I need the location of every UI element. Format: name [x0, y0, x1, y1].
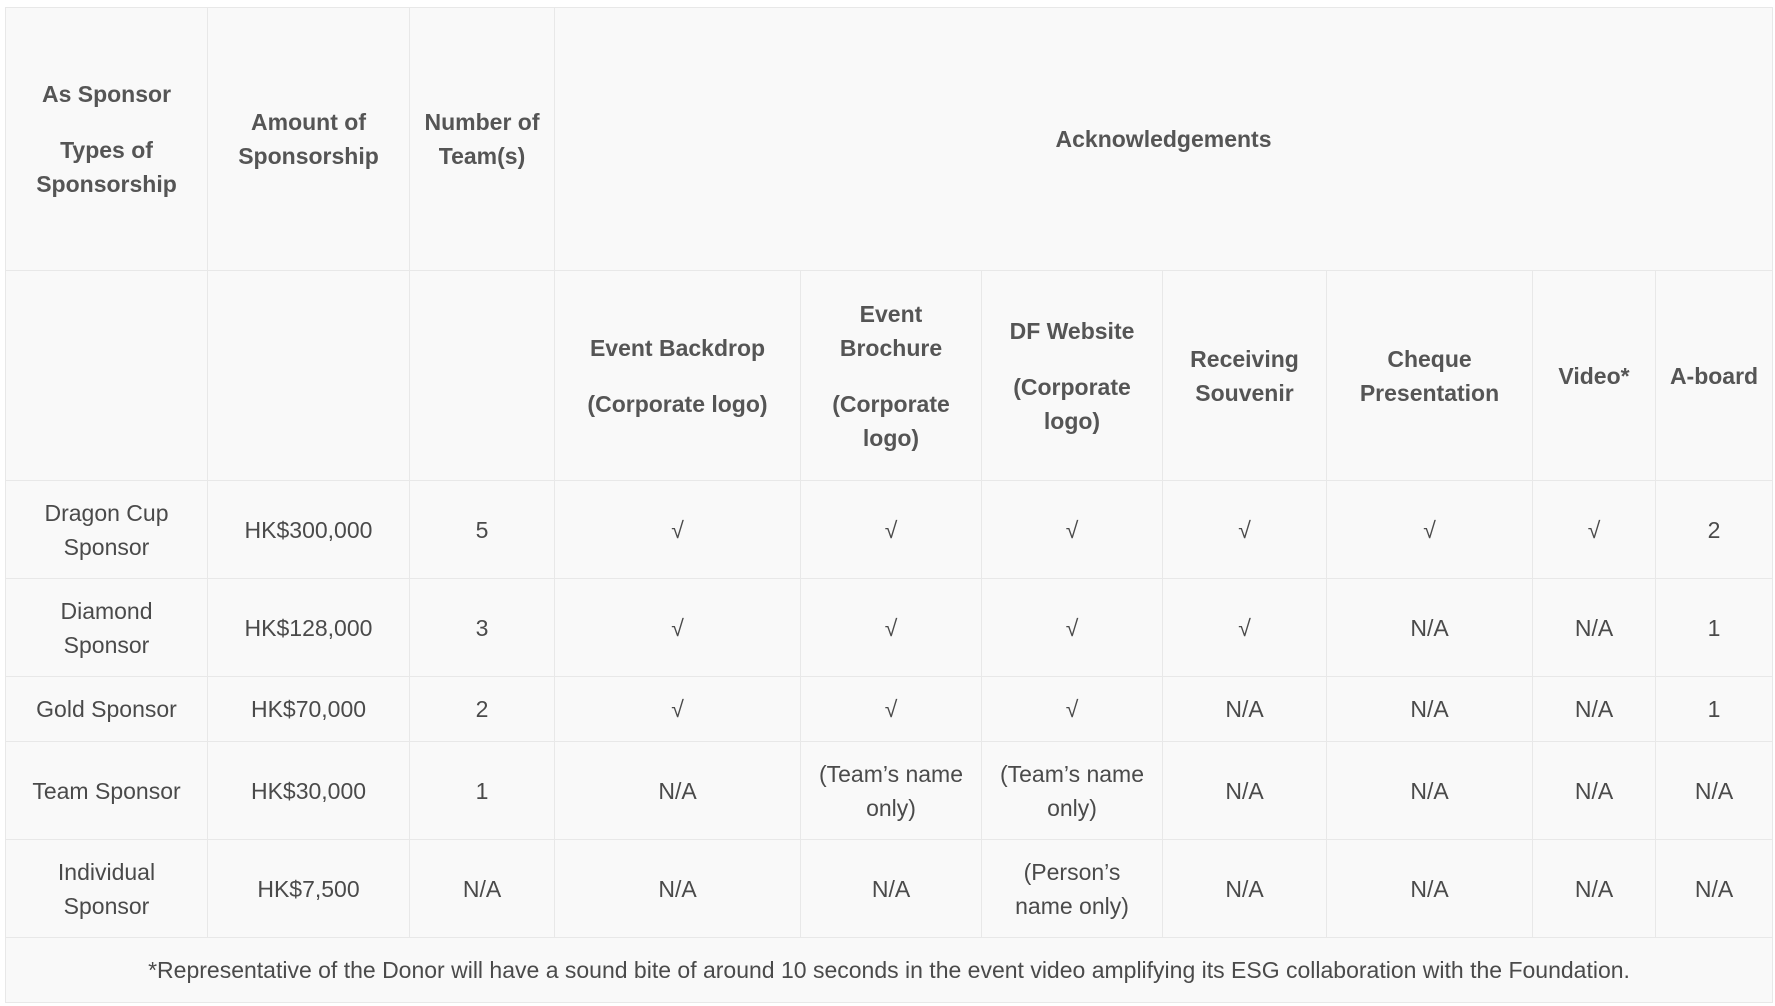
- header-row-sub: [6, 271, 1773, 481]
- cell-website: √: [982, 481, 1163, 579]
- cell-brochure: √: [801, 579, 982, 677]
- header-types-of-sponsorship: Types of Sponsorship: [36, 137, 177, 197]
- cell-backdrop: √: [555, 579, 801, 677]
- cell-souvenir: √: [1163, 579, 1327, 677]
- cell-type: Team Sponsor: [6, 742, 208, 840]
- header-as-sponsor: As Sponsor: [41, 81, 172, 107]
- cell-a-board: 2: [1656, 481, 1773, 579]
- cell-website: (Person’s name only): [982, 840, 1163, 938]
- subheader-event-backdrop-title: Event Backdrop: [589, 334, 766, 361]
- cell-backdrop: √: [555, 677, 801, 742]
- header-sponsorship-type: [6, 8, 208, 271]
- cell-video: N/A: [1533, 677, 1656, 742]
- cell-teams: 1: [410, 742, 555, 840]
- cell-type: Dragon Cup Sponsor: [6, 481, 208, 579]
- header-amount: [208, 8, 410, 271]
- sponsorship-table: [5, 7, 1773, 1003]
- cell-amount: HK$300,000: [208, 481, 410, 579]
- cell-cheque: N/A: [1327, 677, 1533, 742]
- cell-type: Diamond Sponsor: [6, 579, 208, 677]
- cell-souvenir: N/A: [1163, 742, 1327, 840]
- cell-souvenir: N/A: [1163, 840, 1327, 938]
- cell-amount: HK$70,000: [208, 677, 410, 742]
- cell-cheque: N/A: [1327, 840, 1533, 938]
- cell-amount: HK$128,000: [208, 579, 410, 677]
- table-row: [6, 481, 1773, 579]
- subheader-cheque-presentation: [1327, 271, 1533, 481]
- cell-backdrop: N/A: [555, 742, 801, 840]
- cell-teams: 2: [410, 677, 555, 742]
- table-row: [6, 742, 1773, 840]
- table-row: [6, 840, 1773, 938]
- cell-cheque: √: [1327, 481, 1533, 579]
- cell-teams: 5: [410, 481, 555, 579]
- cell-video: N/A: [1533, 742, 1656, 840]
- subheader-df-website-note: (Corporate logo): [1013, 373, 1131, 434]
- cell-backdrop: √: [555, 481, 801, 579]
- cell-backdrop: N/A: [555, 840, 801, 938]
- subheader-video: [1533, 271, 1656, 481]
- subheader-receiving-souvenir-label: Receiving Souvenir: [1190, 345, 1299, 406]
- footnote-row: [6, 938, 1773, 1003]
- cell-a-board: N/A: [1656, 840, 1773, 938]
- subheader-a-board: [1656, 271, 1773, 481]
- cell-amount: HK$7,500: [208, 840, 410, 938]
- cell-brochure: √: [801, 481, 982, 579]
- subheader-receiving-souvenir: [1163, 271, 1327, 481]
- subheader-event-backdrop: [555, 271, 801, 481]
- header-amount-label: Amount of Sponsorship: [238, 109, 379, 169]
- subheader-video-label: Video*: [1558, 362, 1630, 389]
- header-number-of-teams: [410, 8, 555, 271]
- cell-type: Individual Sponsor: [6, 840, 208, 938]
- cell-type: Gold Sponsor: [6, 677, 208, 742]
- header-acknowledgements: [555, 8, 1773, 271]
- subheader-cheque-presentation-label: Cheque Presentation: [1359, 345, 1500, 406]
- cell-video: √: [1533, 481, 1656, 579]
- header-row-main: [6, 8, 1773, 271]
- cell-brochure: √: [801, 677, 982, 742]
- cell-cheque: N/A: [1327, 579, 1533, 677]
- cell-website: √: [982, 677, 1163, 742]
- subheader-df-website-title: DF Website: [1009, 317, 1135, 344]
- cell-video: N/A: [1533, 579, 1656, 677]
- subheader-empty-3: [410, 271, 555, 481]
- subheader-a-board-label: A-board: [1669, 362, 1759, 389]
- cell-cheque: N/A: [1327, 742, 1533, 840]
- subheader-event-brochure-note: (Corporate logo): [832, 390, 950, 451]
- cell-brochure: (Team’s name only): [801, 742, 982, 840]
- table-row: [6, 579, 1773, 677]
- cell-brochure: N/A: [801, 840, 982, 938]
- subheader-event-backdrop-note: (Corporate logo): [587, 390, 768, 417]
- header-number-of-teams-label: Number of Team(s): [424, 109, 540, 169]
- cell-website: √: [982, 579, 1163, 677]
- cell-souvenir: √: [1163, 481, 1327, 579]
- table-row: [6, 677, 1773, 742]
- cell-teams: N/A: [410, 840, 555, 938]
- cell-a-board: 1: [1656, 677, 1773, 742]
- footnote: *Representative of the Donor will have a sound bite of around 10 seconds in the event video amplifying its ESG collaboration with the Foundation.: [6, 938, 1773, 1003]
- header-acknowledgements-label: Acknowledgements: [1055, 126, 1272, 152]
- cell-a-board: 1: [1656, 579, 1773, 677]
- cell-video: N/A: [1533, 840, 1656, 938]
- subheader-event-brochure-title: Event Brochure: [839, 300, 943, 361]
- subheader-empty-2: [208, 271, 410, 481]
- subheader-event-brochure: [801, 271, 982, 481]
- cell-amount: HK$30,000: [208, 742, 410, 840]
- cell-teams: 3: [410, 579, 555, 677]
- subheader-df-website: [982, 271, 1163, 481]
- cell-website: (Team’s name only): [982, 742, 1163, 840]
- cell-a-board: N/A: [1656, 742, 1773, 840]
- subheader-empty-1: [6, 271, 208, 481]
- cell-souvenir: N/A: [1163, 677, 1327, 742]
